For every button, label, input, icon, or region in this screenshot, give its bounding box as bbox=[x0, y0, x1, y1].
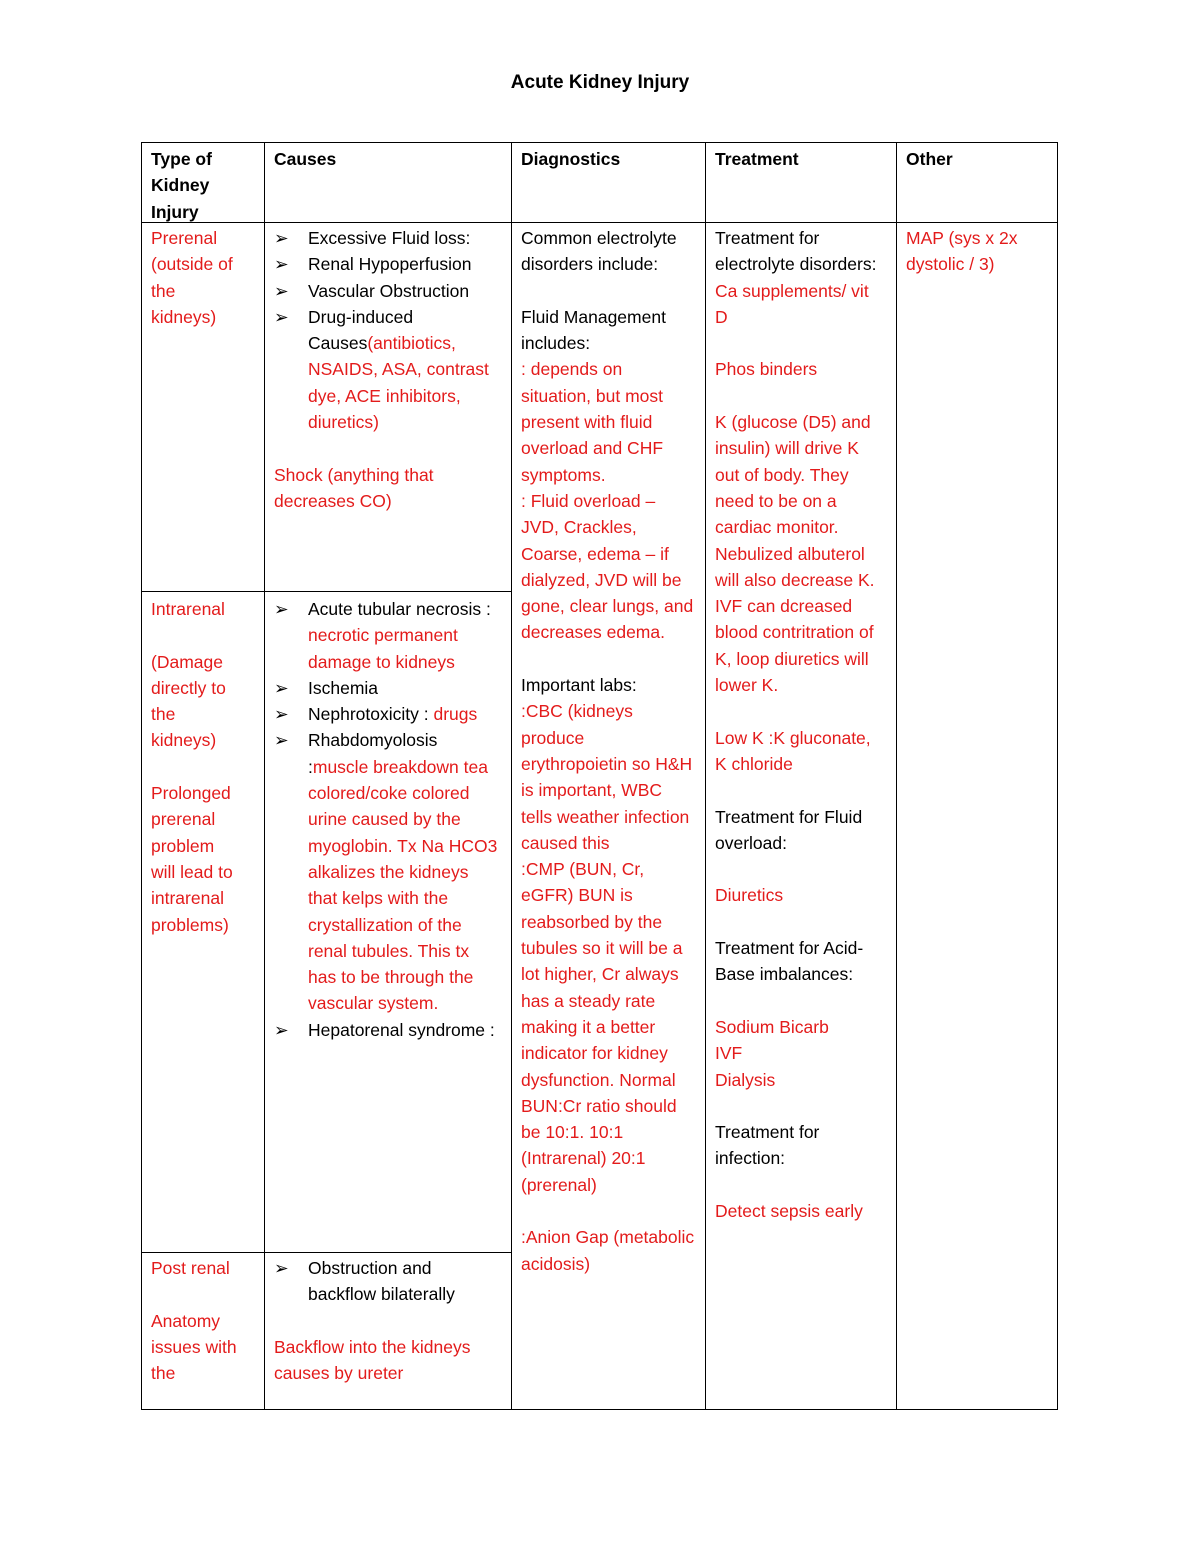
diagnostics-cell bbox=[511, 223, 705, 1410]
paragraph: :Anion Gap (metabolic acidosis) bbox=[521, 1227, 695, 1274]
type-line: kidneys) bbox=[151, 730, 217, 751]
arrow-bullet-icon: ➢ bbox=[274, 228, 289, 248]
arrow-bullet-icon: ➢ bbox=[274, 306, 289, 327]
paragraph: Low K :K gluconate, K chloride bbox=[715, 727, 871, 774]
list-item bbox=[274, 304, 501, 435]
causes-list bbox=[274, 596, 501, 1043]
causes-intrarenal bbox=[264, 592, 511, 1252]
paragraph: Common electrolyte disorders include: bbox=[521, 228, 677, 275]
causes-prerenal bbox=[264, 223, 511, 591]
cause-text: Vascular Obstruction bbox=[308, 280, 470, 301]
type-line: the bbox=[151, 1363, 176, 1384]
cause-text: Renal Hypoperfusion bbox=[308, 254, 472, 275]
cause-text: Excessive Fluid loss: bbox=[308, 228, 471, 248]
type-prerenal bbox=[141, 223, 264, 591]
paragraph: K (glucose (D5) and insulin) will drive K out of body. They need to be on a cardiac monitor. Nebulized albuterol will also decrease K. IVF can dcreased blood contritration of K, loop diuretics will lower K. bbox=[715, 412, 875, 696]
header-diagnostics: Diagnostics bbox=[521, 149, 621, 169]
header-causes: Causes bbox=[274, 149, 337, 169]
list-item bbox=[274, 225, 501, 251]
type-line: Anatomy bbox=[151, 1310, 221, 1331]
header-treatment: Treatment bbox=[715, 149, 799, 169]
spacer bbox=[715, 909, 886, 935]
paragraph: Diuretics bbox=[715, 885, 784, 906]
paragraph: : depends on situation, but most present with fluid overload and CHF symptoms. bbox=[521, 359, 664, 485]
paragraph: Treatment for infection: bbox=[715, 1122, 820, 1169]
type-line: Prerenal bbox=[151, 228, 218, 248]
list-item bbox=[274, 675, 501, 701]
spacer bbox=[715, 1172, 886, 1198]
spacer bbox=[715, 383, 886, 409]
type-intrarenal bbox=[141, 592, 264, 1252]
type-line: the bbox=[151, 704, 176, 725]
spacer bbox=[715, 988, 886, 1014]
paragraph: Phos binders bbox=[715, 359, 818, 380]
prerenal-note: Shock (anything that decreases CO) bbox=[274, 464, 434, 511]
arrow-bullet-icon: ➢ bbox=[274, 704, 289, 725]
paragraph: Dialysis bbox=[715, 1069, 776, 1090]
postrenal-note: Backflow into the kidneys causes by ureter bbox=[274, 1336, 471, 1384]
list-item bbox=[274, 727, 501, 1016]
type-line: problem bbox=[151, 835, 215, 856]
list-item bbox=[274, 596, 501, 675]
cause-detail: necrotic permanent damage to kidneys bbox=[308, 625, 458, 672]
type-line: kidneys) bbox=[151, 306, 217, 327]
type-line: the bbox=[151, 280, 176, 301]
type-postrenal bbox=[141, 1253, 264, 1410]
paragraph: Important labs: bbox=[521, 675, 637, 696]
type-line: issues with bbox=[151, 1336, 237, 1357]
paragraph: IVF bbox=[715, 1043, 743, 1064]
cause-text: Rhabdomyolosis : bbox=[308, 730, 438, 777]
causes-list bbox=[274, 225, 501, 435]
paragraph: Treatment for Fluid overload: bbox=[715, 806, 863, 853]
causes-list bbox=[274, 1255, 501, 1308]
spacer bbox=[715, 330, 886, 356]
arrow-bullet-icon: ➢ bbox=[274, 1258, 289, 1278]
type-line: Intrarenal bbox=[151, 599, 225, 619]
paragraph: Fluid Management includes: bbox=[521, 306, 666, 354]
arrow-bullet-icon: ➢ bbox=[274, 677, 289, 698]
type-line: prerenal bbox=[151, 809, 216, 830]
arrow-bullet-icon: ➢ bbox=[274, 599, 289, 619]
list-item bbox=[274, 251, 501, 277]
list-item bbox=[274, 701, 501, 727]
spacer bbox=[715, 856, 886, 882]
type-line: problems) bbox=[151, 914, 229, 935]
arrow-bullet-icon: ➢ bbox=[274, 730, 289, 751]
header-other: Other bbox=[906, 149, 953, 169]
type-line: Post renal bbox=[151, 1258, 230, 1278]
document-title: Acute Kidney Injury bbox=[510, 72, 690, 93]
header-type: Type of Kidney Injury bbox=[151, 149, 212, 222]
spacer bbox=[715, 777, 886, 803]
type-line: will lead to bbox=[151, 861, 233, 882]
paragraph: Treatment for Acid-Base imbalances: bbox=[715, 938, 864, 985]
spacer bbox=[715, 698, 886, 724]
causes-postrenal bbox=[264, 1253, 511, 1410]
cause-text: Ischemia bbox=[308, 677, 379, 698]
other-cell: MAP (sys x 2x dystolic / 3) bbox=[906, 228, 1018, 275]
spacer bbox=[521, 1198, 695, 1224]
spacer bbox=[521, 646, 695, 672]
paragraph: :CMP (BUN, Cr, eGFR) BUN is reabsorbed by the tubules so it will be a lot higher, Cr always has a steady rate making it a better indicator for kidney dysfunction. Normal BUN:Cr ratio should be 10:1. 10:1 (Intrarenal) 20:1 (prerenal) bbox=[521, 859, 683, 1195]
list-item bbox=[274, 278, 501, 304]
arrow-bullet-icon: ➢ bbox=[274, 1019, 289, 1040]
paragraph: : Fluid overload – JVD, Crackles, Coarse, edema – if dialyzed, JVD will be gone, clear lungs, and decreases edema. bbox=[521, 490, 694, 643]
arrow-bullet-icon: ➢ bbox=[274, 280, 289, 301]
type-line: (Damage bbox=[151, 651, 223, 672]
arrow-bullet-icon: ➢ bbox=[274, 254, 289, 275]
cause-text: Drug-induced Causes bbox=[308, 306, 414, 354]
cause-text: Obstruction and backflow bilaterally bbox=[308, 1258, 455, 1305]
paragraph: Detect sepsis early bbox=[715, 1200, 863, 1221]
cause-detail: muscle breakdown tea colored/coke colored urine caused by the myoglobin. Tx Na HCO3 alkalizes the kidneys that kelps with the crystallization of the renal tubules. This tx has to be through the vascular system. bbox=[308, 756, 498, 1014]
paragraph: :CBC (kidneys produce erythropoietin so H&H is important, WBC tells weather infection caused this bbox=[521, 701, 693, 853]
aki-table bbox=[141, 142, 1058, 1410]
cause-text: Nephrotoxicity : bbox=[308, 704, 434, 725]
paragraph: Ca supplements/ vit D bbox=[715, 280, 869, 327]
cause-detail: (antibiotics, NSAIDS, ASA, contrast dye, ACE inhibitors, diuretics) bbox=[308, 333, 489, 433]
paragraph: Treatment for electrolyte disorders: bbox=[715, 228, 877, 275]
list-item bbox=[274, 1255, 501, 1308]
list-item bbox=[274, 1017, 501, 1043]
paragraph: Sodium Bicarb bbox=[715, 1016, 829, 1037]
cause-text: Acute tubular necrosis : bbox=[308, 599, 491, 619]
type-line: (outside of bbox=[151, 254, 233, 275]
type-line: Prolonged bbox=[151, 783, 231, 804]
type-line: intrarenal bbox=[151, 888, 224, 909]
cause-text: Hepatorenal syndrome : bbox=[308, 1019, 495, 1040]
spacer bbox=[715, 1093, 886, 1119]
cause-detail: drugs bbox=[433, 704, 478, 725]
treatment-cell bbox=[705, 223, 896, 1410]
spacer bbox=[521, 278, 695, 304]
type-line: directly to bbox=[151, 677, 226, 698]
